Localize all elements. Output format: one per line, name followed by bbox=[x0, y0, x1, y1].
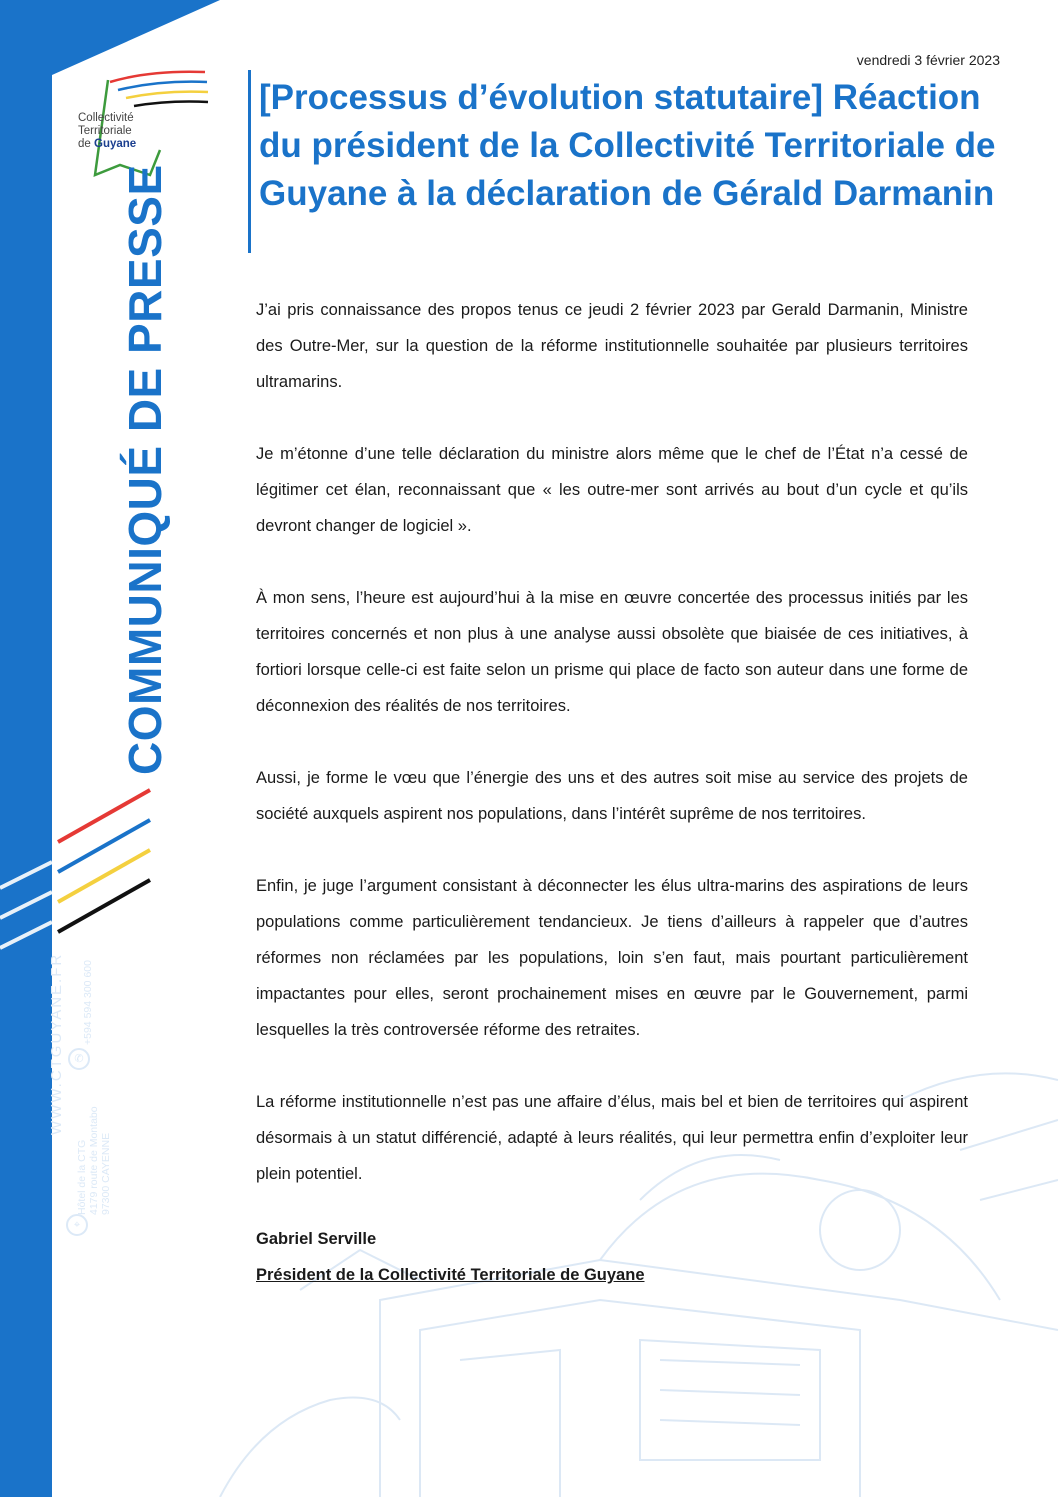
phone-icon: ✆ bbox=[68, 1048, 90, 1070]
stripe-red bbox=[58, 790, 150, 842]
stripe-blue bbox=[58, 820, 150, 872]
logo-text bbox=[78, 112, 168, 151]
title-accent-bar bbox=[248, 70, 251, 253]
logo-line-2: Territoriale bbox=[78, 125, 132, 137]
address-line-3: 97300 CAYENNE bbox=[100, 1132, 112, 1215]
sidebar-shape bbox=[0, 0, 230, 1497]
publication-date: vendredi 3 février 2023 bbox=[856, 52, 1000, 68]
paragraph: À mon sens, l’heure est aujourd’hui à la mise en œuvre concertée des processus initiés par les territoires concernés et non plus à une analyse aussi obsolète que biaisée de ces initiatives, à fortiori lorsque celle-ci est faite selon un prisme qui place de facto son auteur dans une forme de déconnexion des réalités de nos territoires. bbox=[256, 589, 968, 715]
logo-line-3-bold: Guyane bbox=[94, 138, 137, 150]
address-line-2: 4179 route de Montabo bbox=[88, 1106, 100, 1215]
signature-role: Président de la Collectivité Territoriale de Guyane bbox=[256, 1266, 645, 1284]
paragraph: La réforme institutionnelle n’est pas une affaire d’élus, mais bel et bien de territoires qui aspirent désormais à un statut différencié, adapté à leurs réalités, qui leur permettra enfin d’exploiter leur plein potentiel. bbox=[256, 1093, 968, 1183]
accessibility-icon: ◐ bbox=[66, 1425, 88, 1447]
paragraph: Enfin, je juge l’argument consistant à déconnecter les élus ultra-marins des aspirations de leurs populations comme particulièrement tendancieux. Je tiens d’ailleurs à rappeler que d’autres réformes non réclamées par les populations, loin s’en faut, mais pourtant particulièrement impactantes pour elles, seront prochainement mises en œuvre par le Gouvernement, parmi lesquelles la très controversée réforme des retraites. bbox=[256, 877, 968, 1039]
paragraph: J’ai pris connaissance des propos tenus ce jeudi 2 février 2023 par Gerald Darmanin, Ministre des Outre-Mer, sur la question de la réforme institutionnelle souhaitée par plusieurs territoires ultramarins. bbox=[256, 301, 968, 391]
address-line-1: Hôtel de la CTG bbox=[76, 1139, 88, 1215]
website-link[interactable]: WWW.CTGUYANE.FR bbox=[48, 952, 65, 1135]
document-type-heading: COMMUNIQUÉ DE PRESSE bbox=[119, 164, 171, 775]
stripe-black bbox=[58, 880, 150, 932]
phone-number: +594 594 300 600 bbox=[82, 960, 94, 1045]
logo-line-3 bbox=[78, 138, 168, 151]
press-release-body bbox=[256, 292, 968, 1228]
paragraph: Aussi, je forme le vœu que l’énergie des uns et des autres soit mise au service des projets de société auxquels aspirent nos populations, dans l’intérêt suprême de nos territoires. bbox=[256, 769, 968, 823]
paragraph: Je m’étonne d’une telle déclaration du ministre alors même que le chef de l’État n’a cessé de légitimer cet élan, reconnaissant que « les outre-mer sont arrivés au bout d’un cycle et qu’ils devront changer de logiciel ». bbox=[256, 445, 968, 535]
location-pin-icon: ⌖ bbox=[66, 1214, 88, 1236]
stripe-yellow bbox=[58, 850, 150, 902]
page-title: [Processus d’évolution statutaire] Réaction du président de la Collectivité Territoriale de Guyane à la déclaration de Gérald Darmanin bbox=[259, 78, 996, 213]
signature-name: Gabriel Serville bbox=[256, 1230, 377, 1248]
address-block bbox=[76, 1106, 112, 1215]
logo-line-3-prefix: de bbox=[78, 138, 94, 150]
logo-line-1: Collectivité bbox=[78, 112, 134, 124]
